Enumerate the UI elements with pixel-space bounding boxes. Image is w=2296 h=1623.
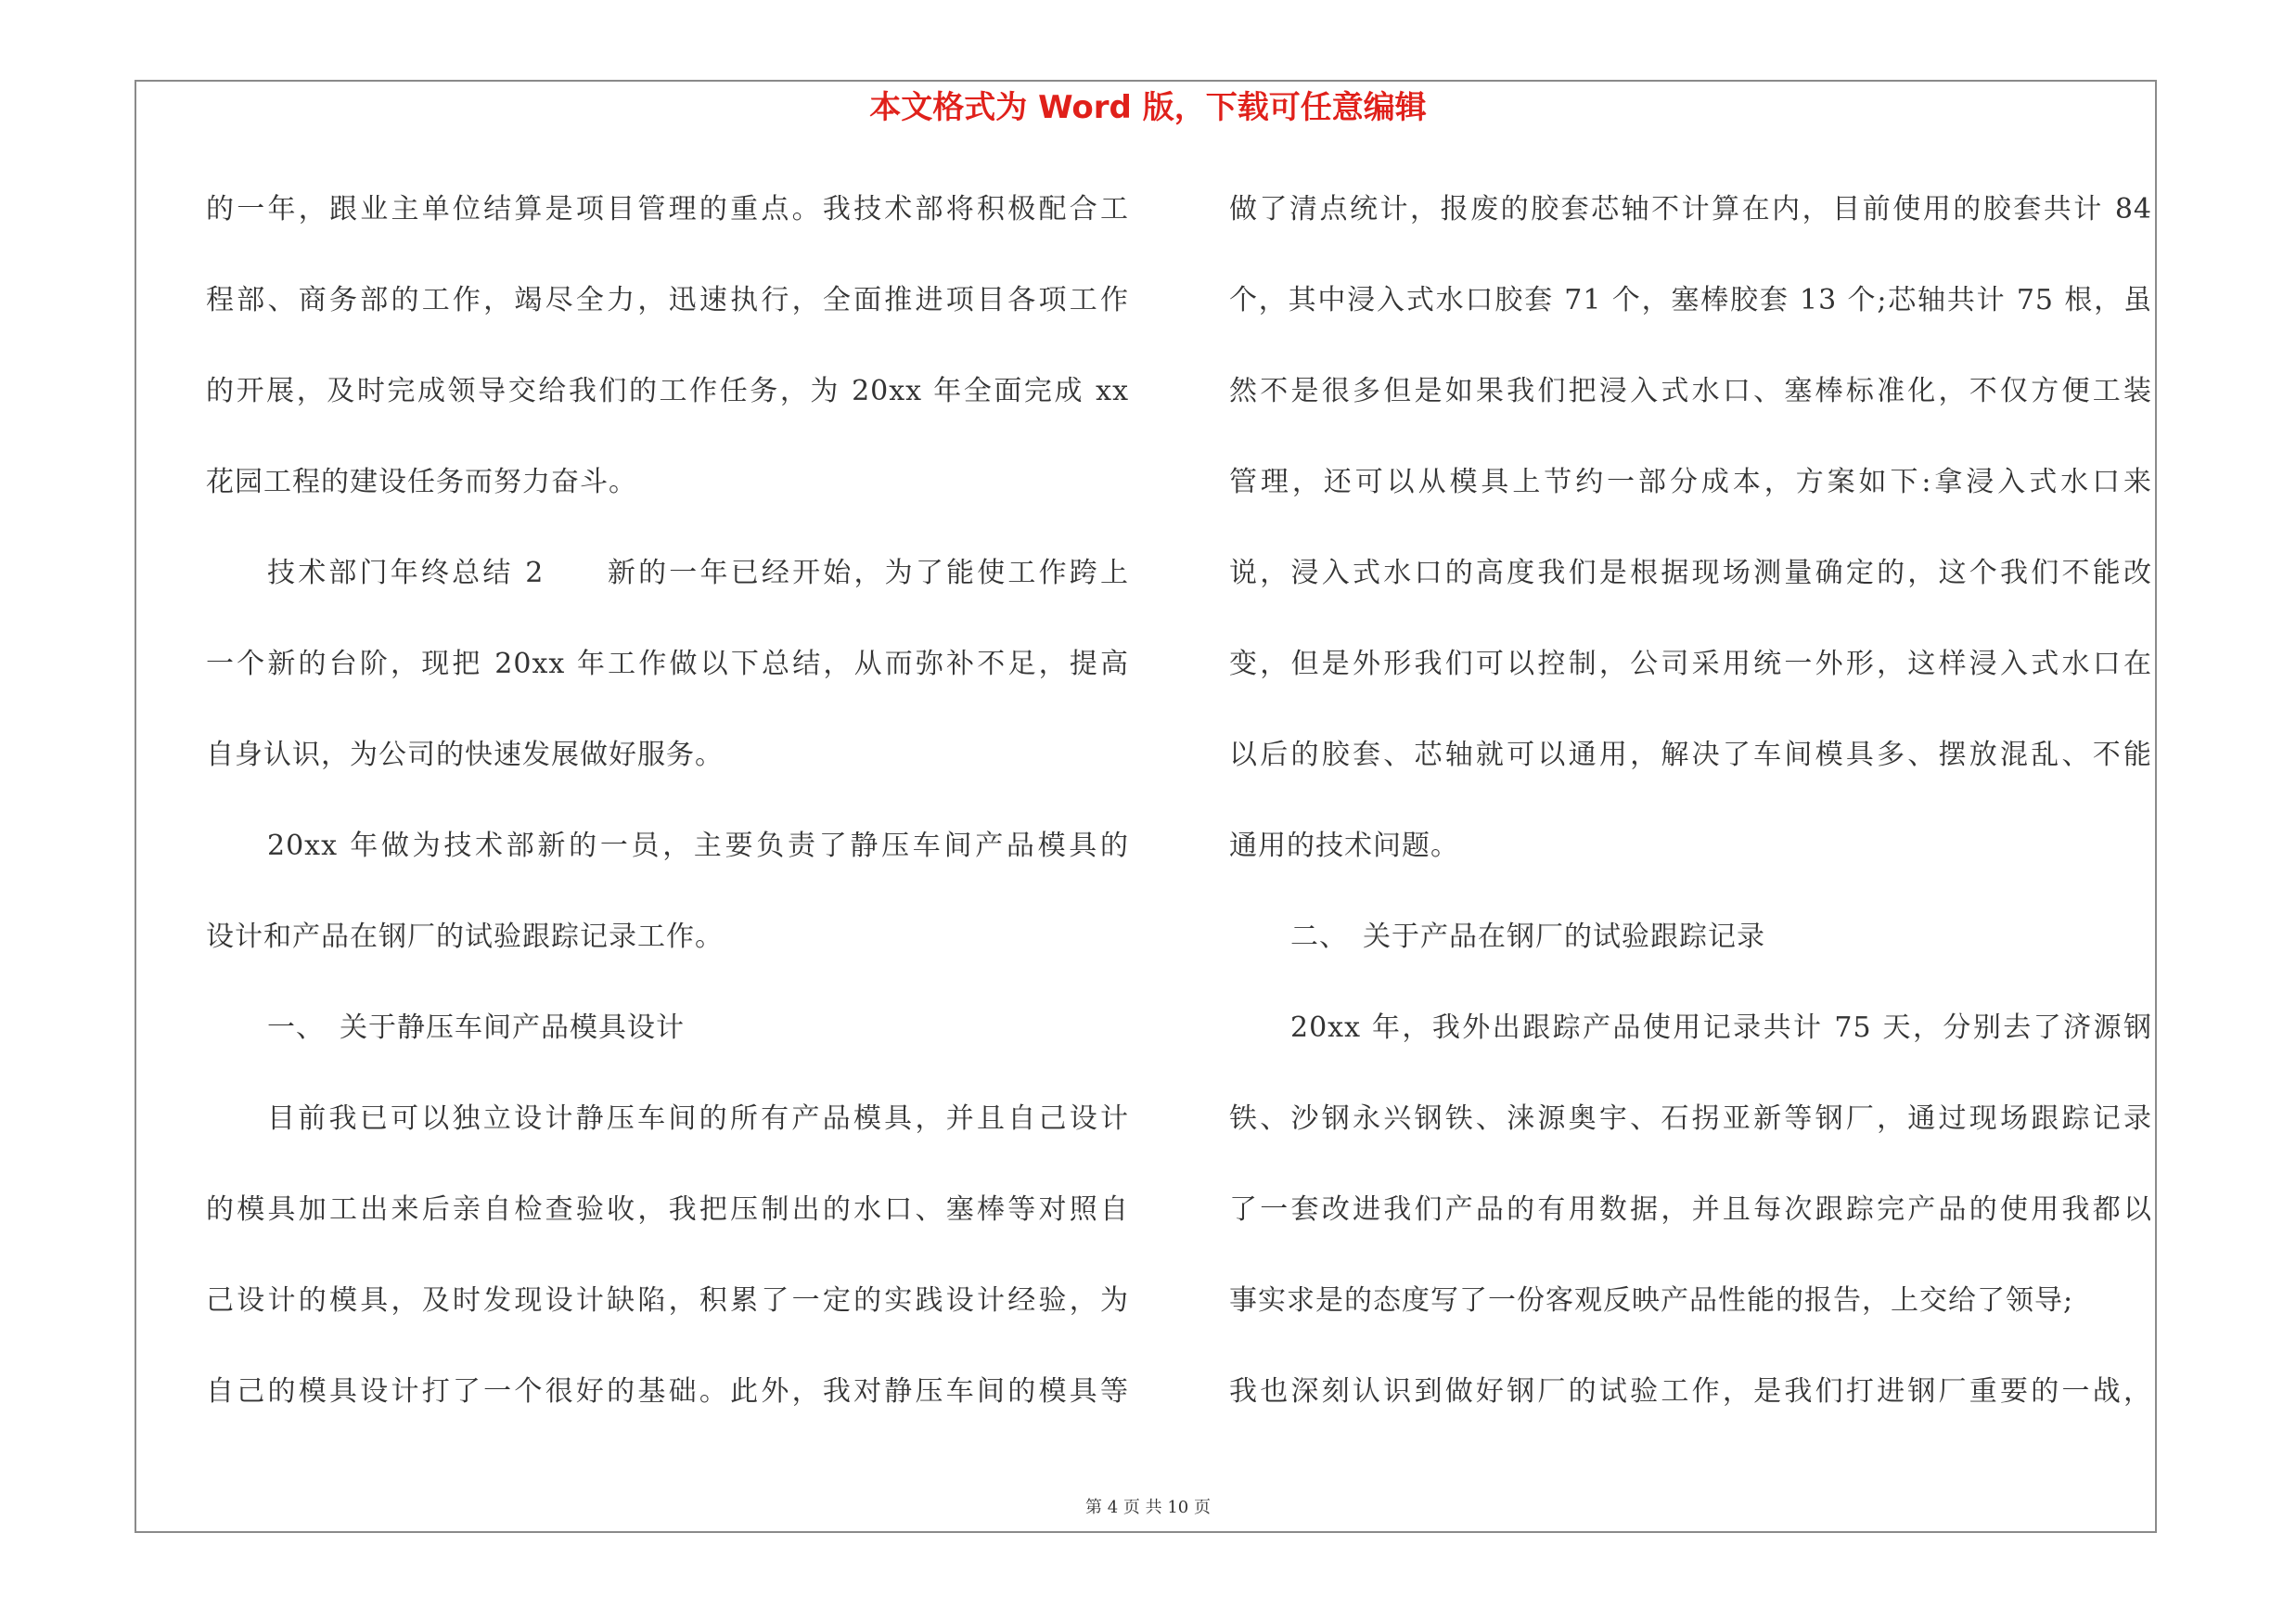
body-line: 设计和产品在钢厂的试验跟踪记录工作。 [206, 921, 724, 953]
body-line: 管理，还可以从模具上节约一部分成本，方案如下:拿浸入式水口来 [1229, 466, 2152, 498]
body-line: 一个新的台阶，现把 20xx 年工作做以下总结，从而弥补不足，提高 [206, 648, 1129, 680]
body-line: 的模具加工出来后亲自检查验收，我把压制出的水口、塞棒等对照自 [206, 1193, 1129, 1226]
subheading-line: 一、 关于静压车间产品模具设计 [267, 1011, 685, 1044]
body-line: 自己的模具设计打了一个很好的基础。此外，我对静压车间的模具等 [206, 1375, 1129, 1408]
body-line: 花园工程的建设任务而努力奋斗。 [206, 466, 637, 498]
body-line: 程部、商务部的工作，竭尽全力，迅速执行，全面推进项目各项工作 [206, 284, 1129, 316]
body-line: 说，浸入式水口的高度我们是根据现场测量确定的，这个我们不能改 [1229, 557, 2152, 589]
body-line: 变，但是外形我们可以控制，公司采用统一外形，这样浸入式水口在 [1229, 648, 2152, 680]
left-text-column [206, 182, 1129, 1455]
body-line: 做了清点统计，报废的胶套芯轴不计算在内，目前使用的胶套共计 84 [1229, 193, 2152, 225]
format-notice-banner: 本文格式为 Word 版，下载可任意编辑 [869, 89, 1427, 126]
section-title-line: 技术部门年终总结 2 新的一年已经开始，为了能使工作跨上 [267, 557, 1129, 589]
body-line: 己设计的模具，及时发现设计缺陷，积累了一定的实践设计经验，为 [206, 1284, 1129, 1317]
body-line: 20xx 年做为技术部新的一员，主要负责了静压车间产品模具的 [267, 830, 1129, 862]
body-line: 目前我已可以独立设计静压车间的所有产品模具，并且自己设计 [267, 1102, 1129, 1135]
body-line: 铁、沙钢永兴钢铁、涞源奥宇、石拐亚新等钢厂，通过现场跟踪记录 [1229, 1102, 2152, 1135]
body-line: 事实求是的态度写了一份客观反映产品性能的报告，上交给了领导; [1229, 1284, 2074, 1317]
page-number-footer: 第 4 页 共 10 页 [1085, 1498, 1211, 1517]
body-line: 然不是很多但是如果我们把浸入式水口、塞棒标准化，不仅方便工装 [1229, 375, 2152, 407]
body-line: 的开展，及时完成领导交给我们的工作任务，为 20xx 年全面完成 xx [206, 375, 1129, 407]
right-text-column [1229, 182, 2152, 1455]
body-line: 通用的技术问题。 [1229, 830, 1459, 862]
body-line: 自身认识，为公司的快速发展做好服务。 [206, 739, 724, 771]
body-line: 个，其中浸入式水口胶套 71 个，塞棒胶套 13 个;芯轴共计 75 根，虽 [1229, 284, 2152, 316]
body-line: 我也深刻认识到做好钢厂的试验工作，是我们打进钢厂重要的一战， [1229, 1375, 2152, 1408]
body-line: 以后的胶套、芯轴就可以通用，解决了车间模具多、摆放混乱、不能 [1229, 739, 2152, 771]
body-line: 的一年，跟业主单位结算是项目管理的重点。我技术部将积极配合工 [206, 193, 1129, 225]
body-line: 了一套改进我们产品的有用数据，并且每次跟踪完产品的使用我都以 [1229, 1193, 2152, 1226]
body-line: 20xx 年，我外出跟踪产品使用记录共计 75 天，分别去了济源钢 [1290, 1011, 2152, 1044]
subheading-line: 二、 关于产品在钢厂的试验跟踪记录 [1290, 921, 1765, 953]
